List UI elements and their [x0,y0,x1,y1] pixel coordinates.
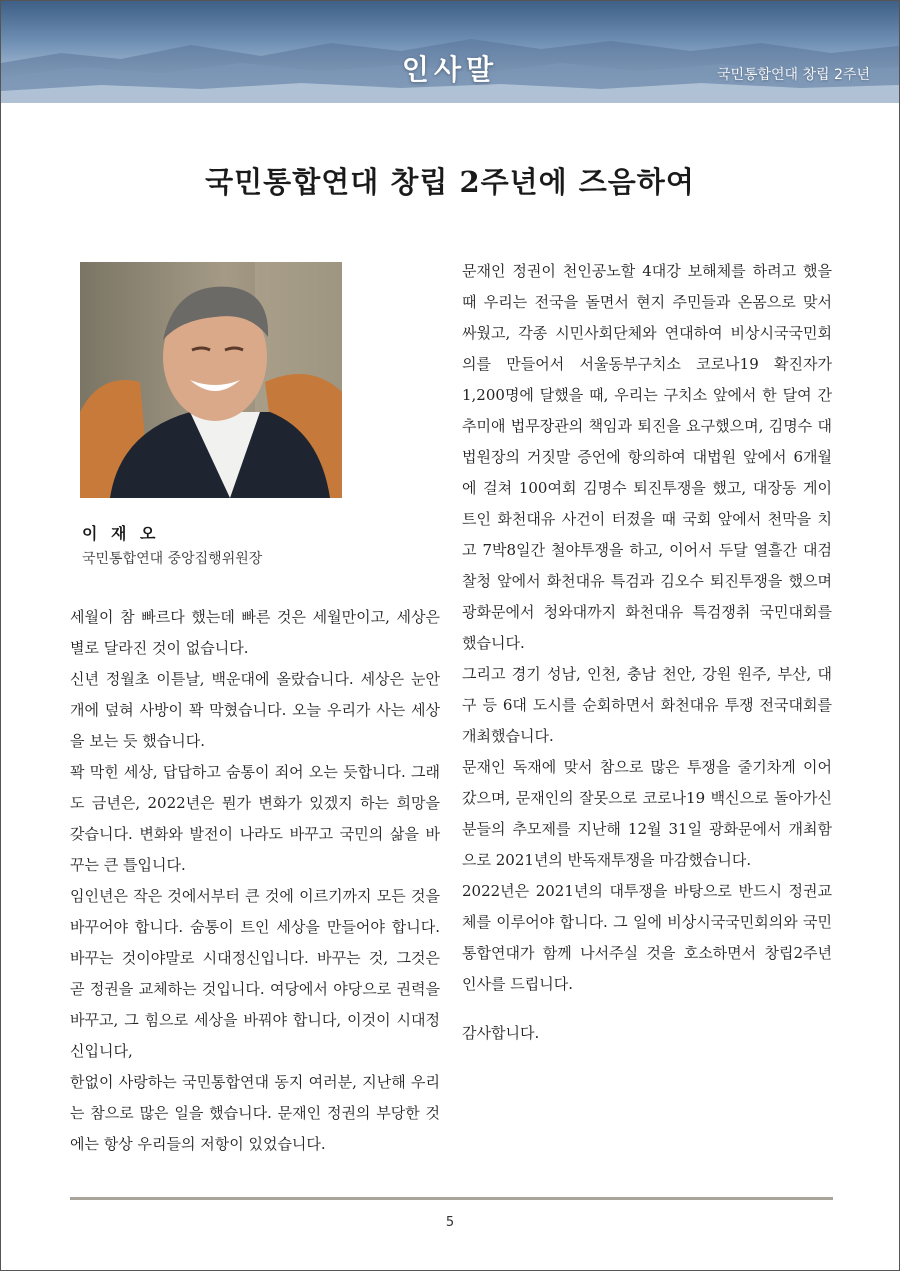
article-title: 국민통합연대 창립 2주년에 즈음하여 [205,165,695,199]
body-paragraph: 꽉 막힌 세상, 답답하고 숨통이 죄어 오는 듯합니다. 그래도 금년은, 2022년은 뭔가 변화가 있겠지 하는 희망을 갖습니다. 변화와 발전이 나라도 바꾸고 국민의 삶을 바꾸는 큰 틀입니다. [70,763,440,874]
section-title: 인사말 [401,53,499,86]
header-subtitle: 국민통합연대 창립 2주년 [716,67,870,83]
author-name: 이 재 오 [82,524,160,543]
right-column [462,256,832,1049]
body-paragraph: 한없이 사랑하는 국민통합연대 동지 여러분, 지난해 우리는 참으로 많은 일을 했습니다. 문재인 정권의 부당한 것에는 항상 우리들의 저항이 있었습니다. [70,1073,440,1153]
paragraph-gap [462,1000,832,1018]
author-role: 국민통합연대 중앙집행위원장 [82,551,263,567]
body-paragraph: 신년 정월초 이튿날, 백운대에 올랐습니다. 세상은 눈안개에 덮혀 사방이 꽉 막혔습니다. 오늘 우리가 사는 세상을 보는 듯 했습니다. [70,670,440,750]
body-paragraph: 문재인 독재에 맞서 참으로 많은 투쟁을 줄기차게 이어 갔으며, 문재인의 잘못으로 코로나19 백신으로 돌아가신 분들의 추모제를 지난해 12월 31일 광화문에서 개최함으로 2021년의 반독재투쟁을 마감했습니다. [462,758,832,869]
left-column [70,602,440,1160]
body-paragraph: 세월이 참 빠르다 했는데 빠른 것은 세월만이고, 세상은 별로 달라진 것이 없습니다. [70,608,440,657]
author-photo [80,262,342,498]
body-paragraph: 임인년은 작은 것에서부터 큰 것에 이르기까지 모든 것을 바꾸어야 합니다. 숨통이 트인 세상을 만들어야 합니다. 바꾸는 것이야말로 시대정신입니다. 바꾸는 것, 그것은 곧 정권을 교체하는 것입니다. 여당에서 야당으로 권력을 바꾸고, 그 힘으로 세상을 바꿔야 합니다, 이것이 시대정신입니다, [70,887,440,1060]
page-number: 5 [445,1215,455,1230]
body-paragraph: 문재인 정권이 천인공노할 4대강 보해체를 하려고 했을 때 우리는 전국을 돌면서 현지 주민들과 온몸으로 맞서 싸웠고, 각종 시민사회단체와 연대하여 비상시국국민회의를 만들어서 서울동부구치소 코로나19 확진자가 1,200명에 달했을 때, 우리는 구치소 앞에서 한 달여 간 추미애 법무장관의 책임과 퇴진을 요구했으며, 김명수 대법원장의 거짓말 증언에 항의하여 대법원 앞에서 6개월에 걸쳐 100여회 김명수 퇴진투쟁을 했고, 대장동 게이트인 화천대유 사건이 터졌을 때 국회 앞에서 천막을 치고 7박8일간 철야투쟁을 하고, 이어서 두달 열흘간 대검찰청 앞에서 화천대유 특검과 김오수 퇴진투쟁을 했으며 광화문에서 청와대까지 화천대유 특검쟁취 국민대회를 했습니다. [462,262,832,652]
closing-text: 감사합니다. [462,1024,540,1042]
body-paragraph: 그리고 경기 성남, 인천, 충남 천안, 강원 원주, 부산, 대구 등 6대 도시를 순회하면서 화천대유 투쟁 전국대회를 개최했습니다. [462,665,832,745]
footer-divider [70,1197,833,1200]
body-paragraph: 2022년은 2021년의 대투쟁을 바탕으로 반드시 정권교체를 이루어야 합니다. 그 일에 비상시국국민회의와 국민통합연대가 함께 나서주실 것을 호소하면서 창립2주년 인사를 드립니다. [462,882,832,993]
